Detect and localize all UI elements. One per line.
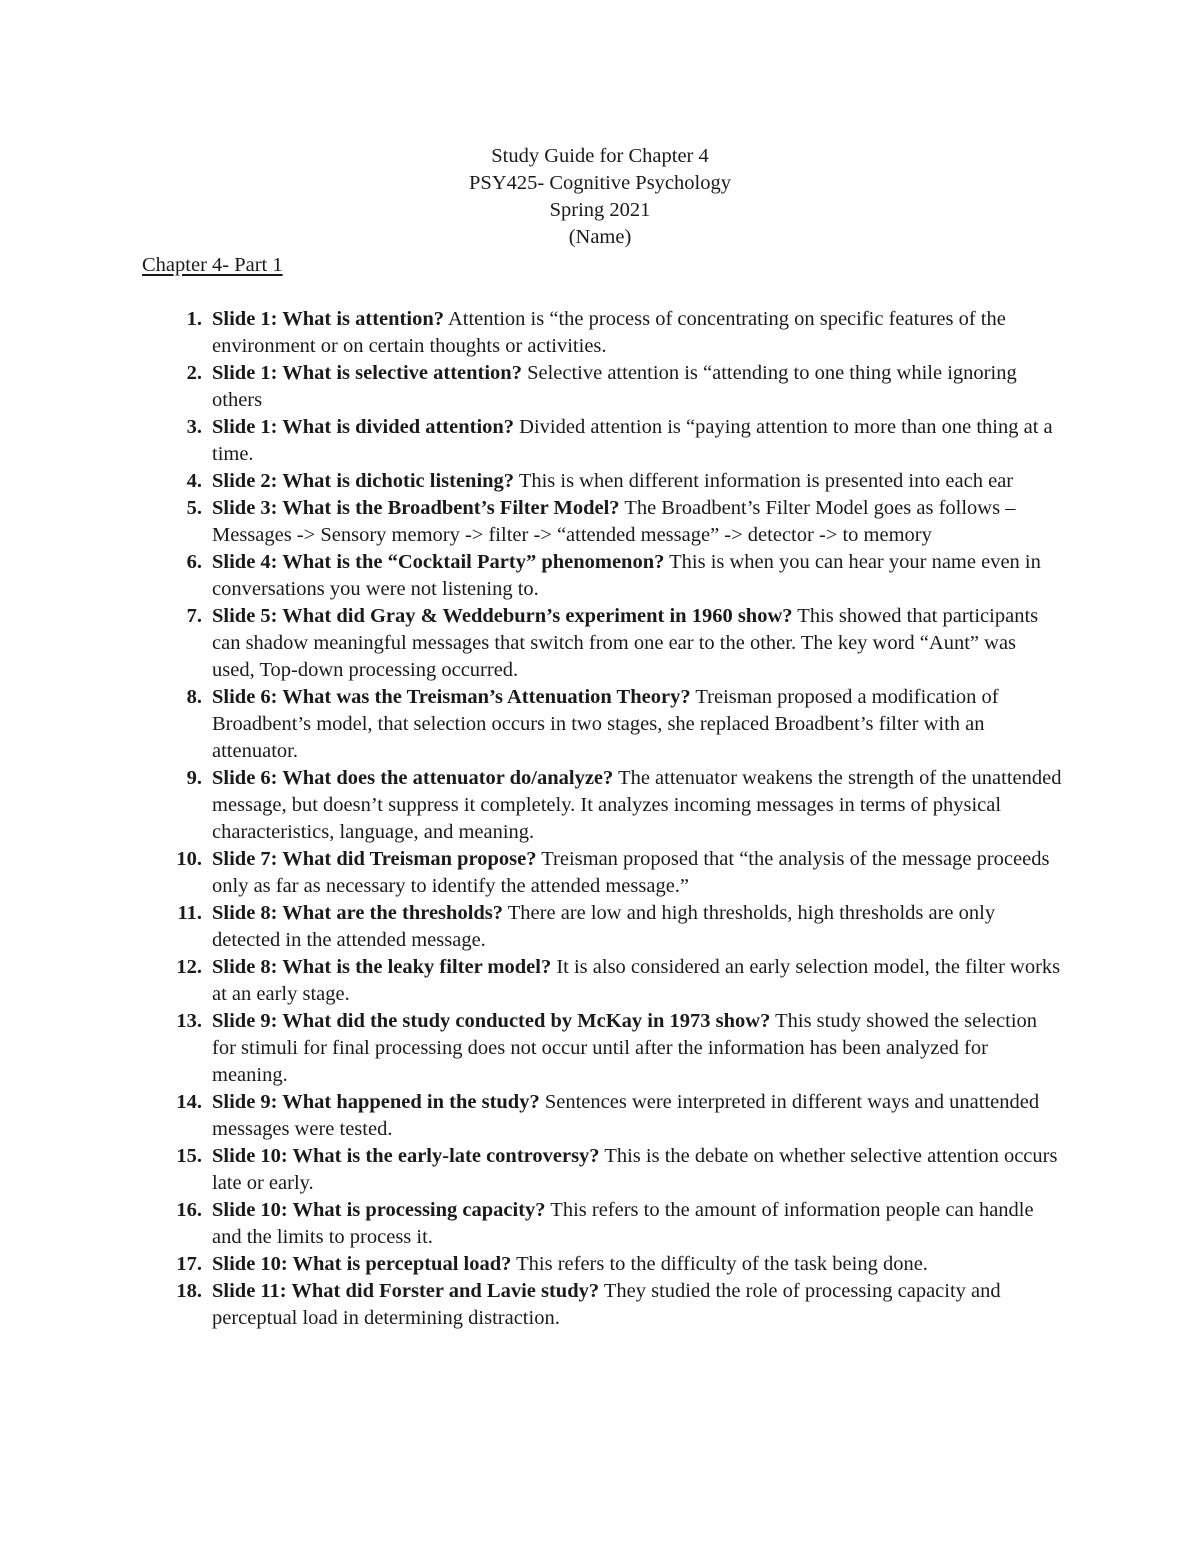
answer-text: This refers to the amount of information people can handle and the limits to process it. [212,1199,1034,1248]
answer-text: Divided attention is “paying attention to more than one thing at a time. [212,416,1053,465]
list-item [0,1197,1062,1251]
list-item-number: 18. [176,1280,202,1302]
list-item [0,900,1062,954]
question-text: Slide 9: What happened in the study? [212,1091,540,1113]
list-item [0,468,1062,495]
question-list [0,306,1200,1332]
document-title: Study Guide for Chapter 4 [491,145,709,167]
list-item-number: 6. [186,551,202,573]
student-name: (Name) [568,226,632,248]
list-item [0,414,1062,468]
question-text: Slide 2: What is dichotic listening? [212,470,515,492]
question-text: Slide 9: What did the study conducted by McKay in 1973 show? [212,1010,771,1032]
answer-text: Attention is “the process of concentrating on specific features of the environment or on certain thoughts or activities. [212,308,1006,357]
list-item [0,1143,1062,1197]
answer-text: This showed that participants can shadow meaningful messages that switch from one ear to the other. The key word “Aunt” was used, Top-down processing occurred. [212,605,1039,681]
question-text: Slide 10: What is the early-late controversy? [212,1145,600,1167]
question-text: Slide 1: What is attention? [212,308,444,330]
list-item [0,954,1062,1008]
question-text: Slide 3: What is the Broadbent’s Filter Model? [212,497,620,519]
question-text: Slide 5: What did Gray & Weddeburn’s experiment in 1960 show? [212,605,793,627]
list-item-number: 11. [177,902,202,924]
answer-text: This is when you can hear your name even in conversations you were not listening to. [212,551,1041,600]
answer-text: This is when different information is presented into each ear [518,470,1014,492]
answer-text: They studied the role of processing capacity and perceptual load in determining distraction. [212,1280,1001,1329]
list-item [0,684,1062,765]
question-text: Slide 10: What is processing capacity? [212,1199,546,1221]
list-item-number: 10. [176,848,202,870]
question-text: Slide 10: What is perceptual load? [212,1253,512,1275]
question-text: Slide 1: What is selective attention? [212,362,522,384]
list-item [0,603,1062,684]
list-item-number: 12. [176,956,202,978]
list-item-number: 2. [186,362,202,384]
list-item-number: 3. [186,416,202,438]
list-item-number: 15. [176,1145,202,1167]
answer-text: The attenuator weakens the strength of the unattended message, but doesn’t suppress it completely. It analyzes incoming messages in terms of physical characteristics, language, and meaning. [212,767,1062,843]
question-text: Slide 7: What did Treisman propose? [212,848,537,870]
list-item-number: 5. [186,497,202,519]
question-text: Slide 6: What was the Treisman’s Attenuation Theory? [212,686,691,708]
answer-text: Selective attention is “attending to one thing while ignoring others [212,362,1017,411]
answer-text: Treisman proposed that “the analysis of the message proceeds only as far as necessary to identify the attended message.” [212,848,1050,897]
answer-text: Sentences were interpreted in different ways and unattended messages were tested. [212,1091,1040,1140]
list-item-number: 17. [176,1253,202,1275]
answer-text: There are low and high thresholds, high thresholds are only detected in the attended message. [212,902,996,951]
question-text: Slide 1: What is divided attention? [212,416,515,438]
question-text: Slide 4: What is the “Cocktail Party” phenomenon? [212,551,665,573]
question-text: Slide 8: What are the thresholds? [212,902,504,924]
list-item-number: 14. [176,1091,202,1113]
question-text: Slide 8: What is the leaky filter model? [212,956,552,978]
question-text: Slide 6: What does the attenuator do/analyze? [212,767,614,789]
term: Spring 2021 [549,199,651,221]
question-text: Slide 11: What did Forster and Lavie study? [212,1280,600,1302]
list-item-number: 7. [186,605,202,627]
course-name: PSY425- Cognitive Psychology [469,172,731,194]
list-item-number: 8. [186,686,202,708]
list-item [0,765,1062,846]
section-heading: Chapter 4- Part 1 [142,254,283,276]
list-item [0,846,1062,900]
list-item [0,549,1062,603]
list-item [0,1008,1062,1089]
list-item [0,1251,1062,1278]
answer-text: This refers to the difficulty of the task being done. [516,1253,928,1275]
answer-text: This is the debate on whether selective attention occurs late or early. [212,1145,1058,1194]
list-item-number: 1. [186,308,202,330]
answer-text: Treisman proposed a modification of Broadbent’s model, that selection occurs in two stages, she replaced Broadbent’s filter with an attenuator. [212,686,999,762]
list-item [0,1089,1062,1143]
answer-text: The Broadbent’s Filter Model goes as follows – Messages -> Sensory memory -> filter -> “attended message” -> detector -> to memory [212,497,1016,546]
list-item [0,306,1062,360]
answer-text: This study showed the selection for stimuli for final processing does not occur until after the information has been analyzed for meaning. [212,1010,1038,1086]
list-item-number: 9. [186,767,202,789]
list-item [0,495,1062,549]
list-item-number: 4. [186,470,202,492]
document-header [0,143,1200,251]
list-item [0,360,1062,414]
list-item-number: 16. [176,1199,202,1221]
answer-text: It is also considered an early selection model, the filter works at an early stage. [212,956,1061,1005]
list-item [0,1278,1062,1332]
list-item-number: 13. [176,1010,202,1032]
